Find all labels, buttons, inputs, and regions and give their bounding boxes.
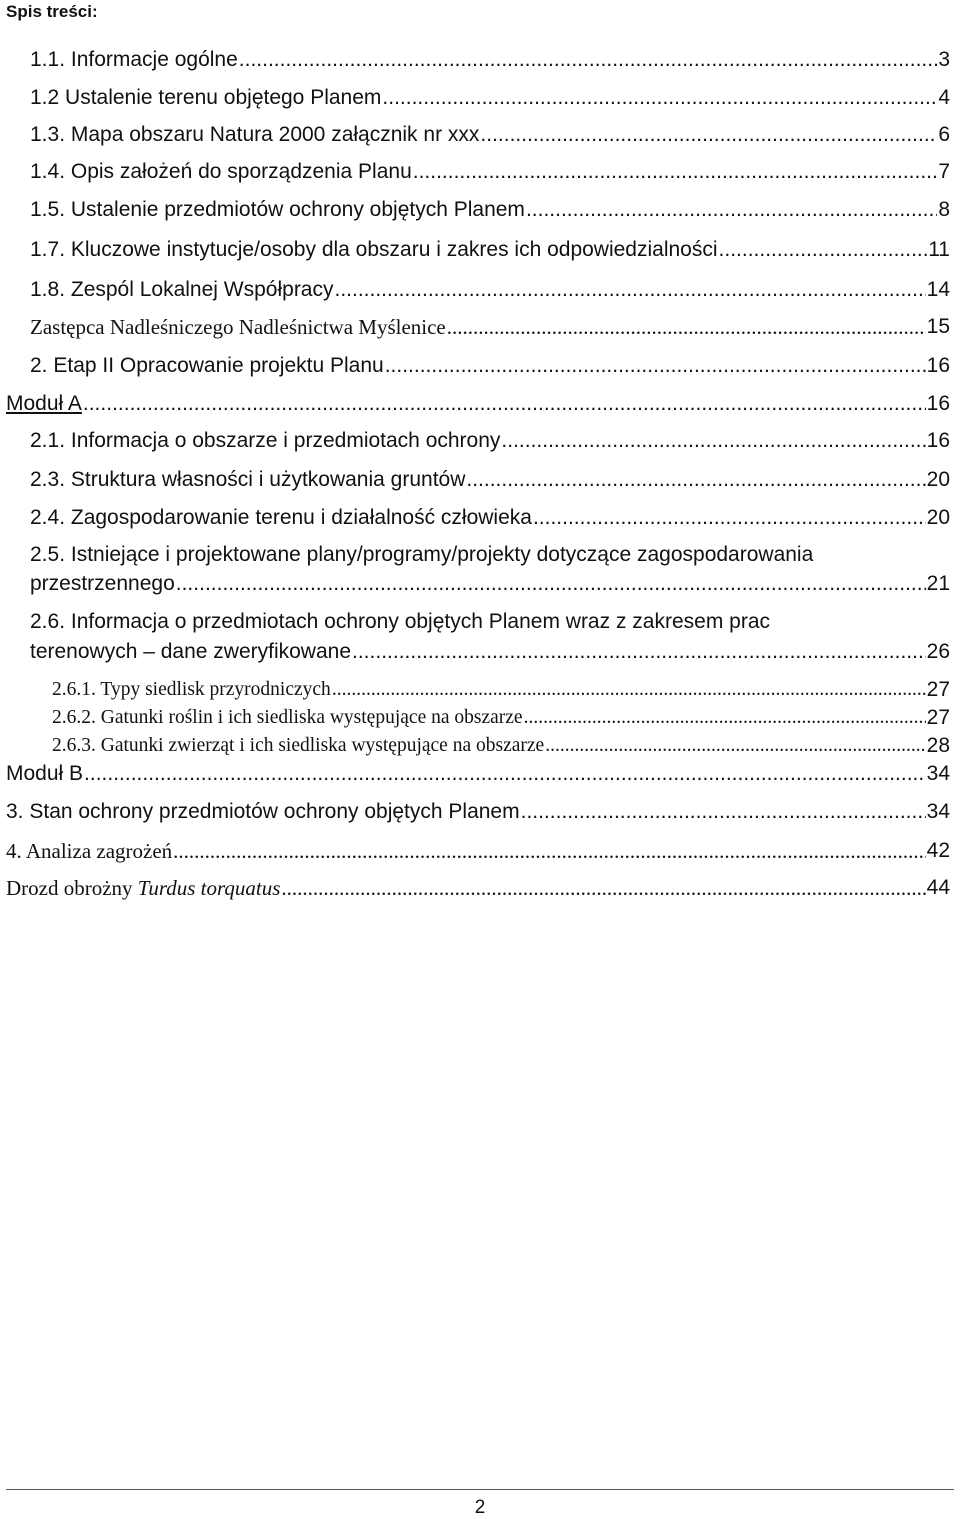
toc-leader-dots	[239, 48, 938, 72]
toc-entry-title: 3. Stan ochrony przedmiotów ochrony objętych Planem	[6, 800, 520, 823]
toc-entry-page: 26	[926, 640, 950, 663]
toc-entry-title: 2.4. Zagospodarowanie terenu i działalność człowieka	[30, 506, 532, 529]
toc-entry-title: 1.7. Kluczowe instytucje/osoby dla obszaru i zakres ich odpowiedzialności	[30, 238, 718, 261]
toc-entry-page: 6	[938, 123, 950, 146]
toc-entry-title-normal: Drozd obrożny	[6, 875, 138, 900]
toc-entry-page: 20	[926, 506, 950, 529]
toc-entry-page: 27	[926, 706, 950, 729]
toc-entry[interactable]	[0, 82, 950, 114]
toc-entry-title: 1.1. Informacje ogólne	[30, 48, 238, 71]
toc-leader-dots	[719, 238, 928, 262]
toc-leader-dots	[176, 572, 926, 596]
toc-leader-dots	[524, 707, 926, 729]
toc-entry-title-line1: 2.6. Informacja o przedmiotach ochrony objętych Planem wraz z zakresem prac	[30, 610, 770, 633]
toc-entry-page: 3	[938, 48, 950, 71]
toc-leader-dots	[281, 876, 925, 901]
toc-entry-title: przestrzennego	[30, 572, 175, 595]
toc-leader-dots	[480, 123, 937, 147]
toc-entry[interactable]	[0, 835, 950, 867]
toc-entry-title: Moduł A	[6, 392, 82, 415]
toc-entry-title: Zastępca Nadleśniczego Nadleśnictwa Myślenice	[30, 314, 446, 339]
toc-leader-dots	[173, 839, 925, 864]
toc-leader-dots	[332, 679, 926, 701]
toc-entry[interactable]	[0, 464, 950, 496]
toc-entry-page: 20	[926, 468, 950, 491]
toc-entry[interactable]	[0, 872, 950, 904]
toc-leader-dots	[382, 86, 937, 110]
toc-entry-page: 11	[928, 238, 950, 261]
toc-leader-dots	[413, 160, 938, 184]
toc-entry-title	[6, 876, 280, 901]
toc-leader-dots	[84, 762, 926, 786]
toc-leader-dots	[352, 640, 926, 664]
footer-page-number: 2	[474, 1497, 486, 1518]
toc-entry[interactable]	[0, 796, 950, 828]
toc-entry-page: 8	[938, 198, 950, 221]
toc-entry[interactable]	[0, 234, 950, 266]
footer-rule	[6, 1489, 954, 1490]
toc-entry-title: 2. Etap II Opracowanie projektu Planu	[30, 354, 384, 377]
toc-entry-title: 2.6.2. Gatunki roślin i ich siedliska występujące na obszarze	[52, 707, 523, 728]
toc-entry[interactable]	[0, 388, 950, 420]
toc-entry[interactable]	[0, 425, 950, 457]
toc-entry-page: 34	[926, 762, 950, 785]
toc-leader-dots	[335, 278, 926, 302]
toc-entry-title: terenowych – dane zweryfikowane	[30, 640, 352, 663]
toc-entry-page: 27	[926, 678, 950, 701]
toc-entry-title: 2.6.1. Typy siedlisk przyrodniczych	[52, 679, 331, 700]
toc-entry-page: 15	[926, 315, 950, 338]
toc-leader-dots	[545, 735, 925, 757]
toc-entry-page: 28	[926, 734, 950, 757]
toc-entry-title: 1.4. Opis założeń do sporządzenia Planu	[30, 160, 412, 183]
toc-entry-title: 4. Analiza zagrożeń	[6, 838, 173, 863]
toc-entry[interactable]	[0, 311, 950, 343]
toc-leader-dots	[526, 198, 937, 222]
toc-entry[interactable]	[0, 350, 950, 382]
toc-entry-title: 1.2 Ustalenie terenu objętego Planem	[30, 86, 382, 109]
toc-entry-title: 1.5. Ustalenie przedmiotów ochrony objętych Planem	[30, 198, 525, 221]
toc-leader-dots	[447, 315, 926, 340]
toc-entry-title-italic: Turdus torquatus	[137, 875, 281, 900]
toc-entry[interactable]	[0, 156, 950, 188]
toc-leader-dots	[385, 354, 926, 378]
toc-entry[interactable]	[0, 44, 950, 76]
toc-entry[interactable]	[0, 636, 950, 668]
toc-entry-title: 2.3. Struktura własności i użytkowania gruntów	[30, 468, 466, 491]
toc-entry-page: 44	[926, 876, 950, 899]
toc-entry[interactable]	[0, 274, 950, 306]
toc-entry[interactable]	[0, 194, 950, 226]
toc-entry-title: 2.1. Informacja o obszarze i przedmiotach ochrony	[30, 429, 501, 452]
toc-entry-page: 21	[926, 572, 950, 595]
toc-entry-title: Moduł B	[6, 762, 84, 785]
toc-entry-page: 16	[926, 392, 950, 415]
toc-entry-page: 4	[938, 86, 950, 109]
toc-leader-dots	[466, 468, 925, 492]
toc-entry-page: 7	[938, 160, 950, 183]
toc-entry[interactable]	[0, 568, 950, 600]
toc-entry-title: 2.6.3. Gatunki zwierząt i ich siedliska występujące na obszarze	[52, 735, 545, 756]
toc-leader-dots	[501, 429, 925, 453]
toc-leader-dots	[83, 392, 926, 416]
toc-leader-dots	[533, 506, 926, 530]
toc-leader-dots	[521, 800, 926, 824]
toc-entry-title-line1: 2.5. Istniejące i projektowane plany/programy/projekty dotyczące zagospodarowania	[30, 543, 814, 566]
toc-entry[interactable]	[0, 758, 950, 790]
toc-entry-page: 14	[926, 278, 950, 301]
toc-entry-title: 1.8. Zespól Lokalnej Współpracy	[30, 278, 334, 301]
toc-entry[interactable]	[0, 502, 950, 534]
toc-entry-title: 1.3. Mapa obszaru Natura 2000 załącznik nr xxx	[30, 123, 480, 146]
toc-entry-page: 16	[926, 429, 950, 452]
toc-entry-page: 34	[926, 800, 950, 823]
page-heading: Spis treści:	[6, 2, 98, 21]
toc-entry[interactable]	[0, 119, 950, 151]
toc-entry-page: 16	[926, 354, 950, 377]
toc-entry-page: 42	[926, 839, 950, 862]
